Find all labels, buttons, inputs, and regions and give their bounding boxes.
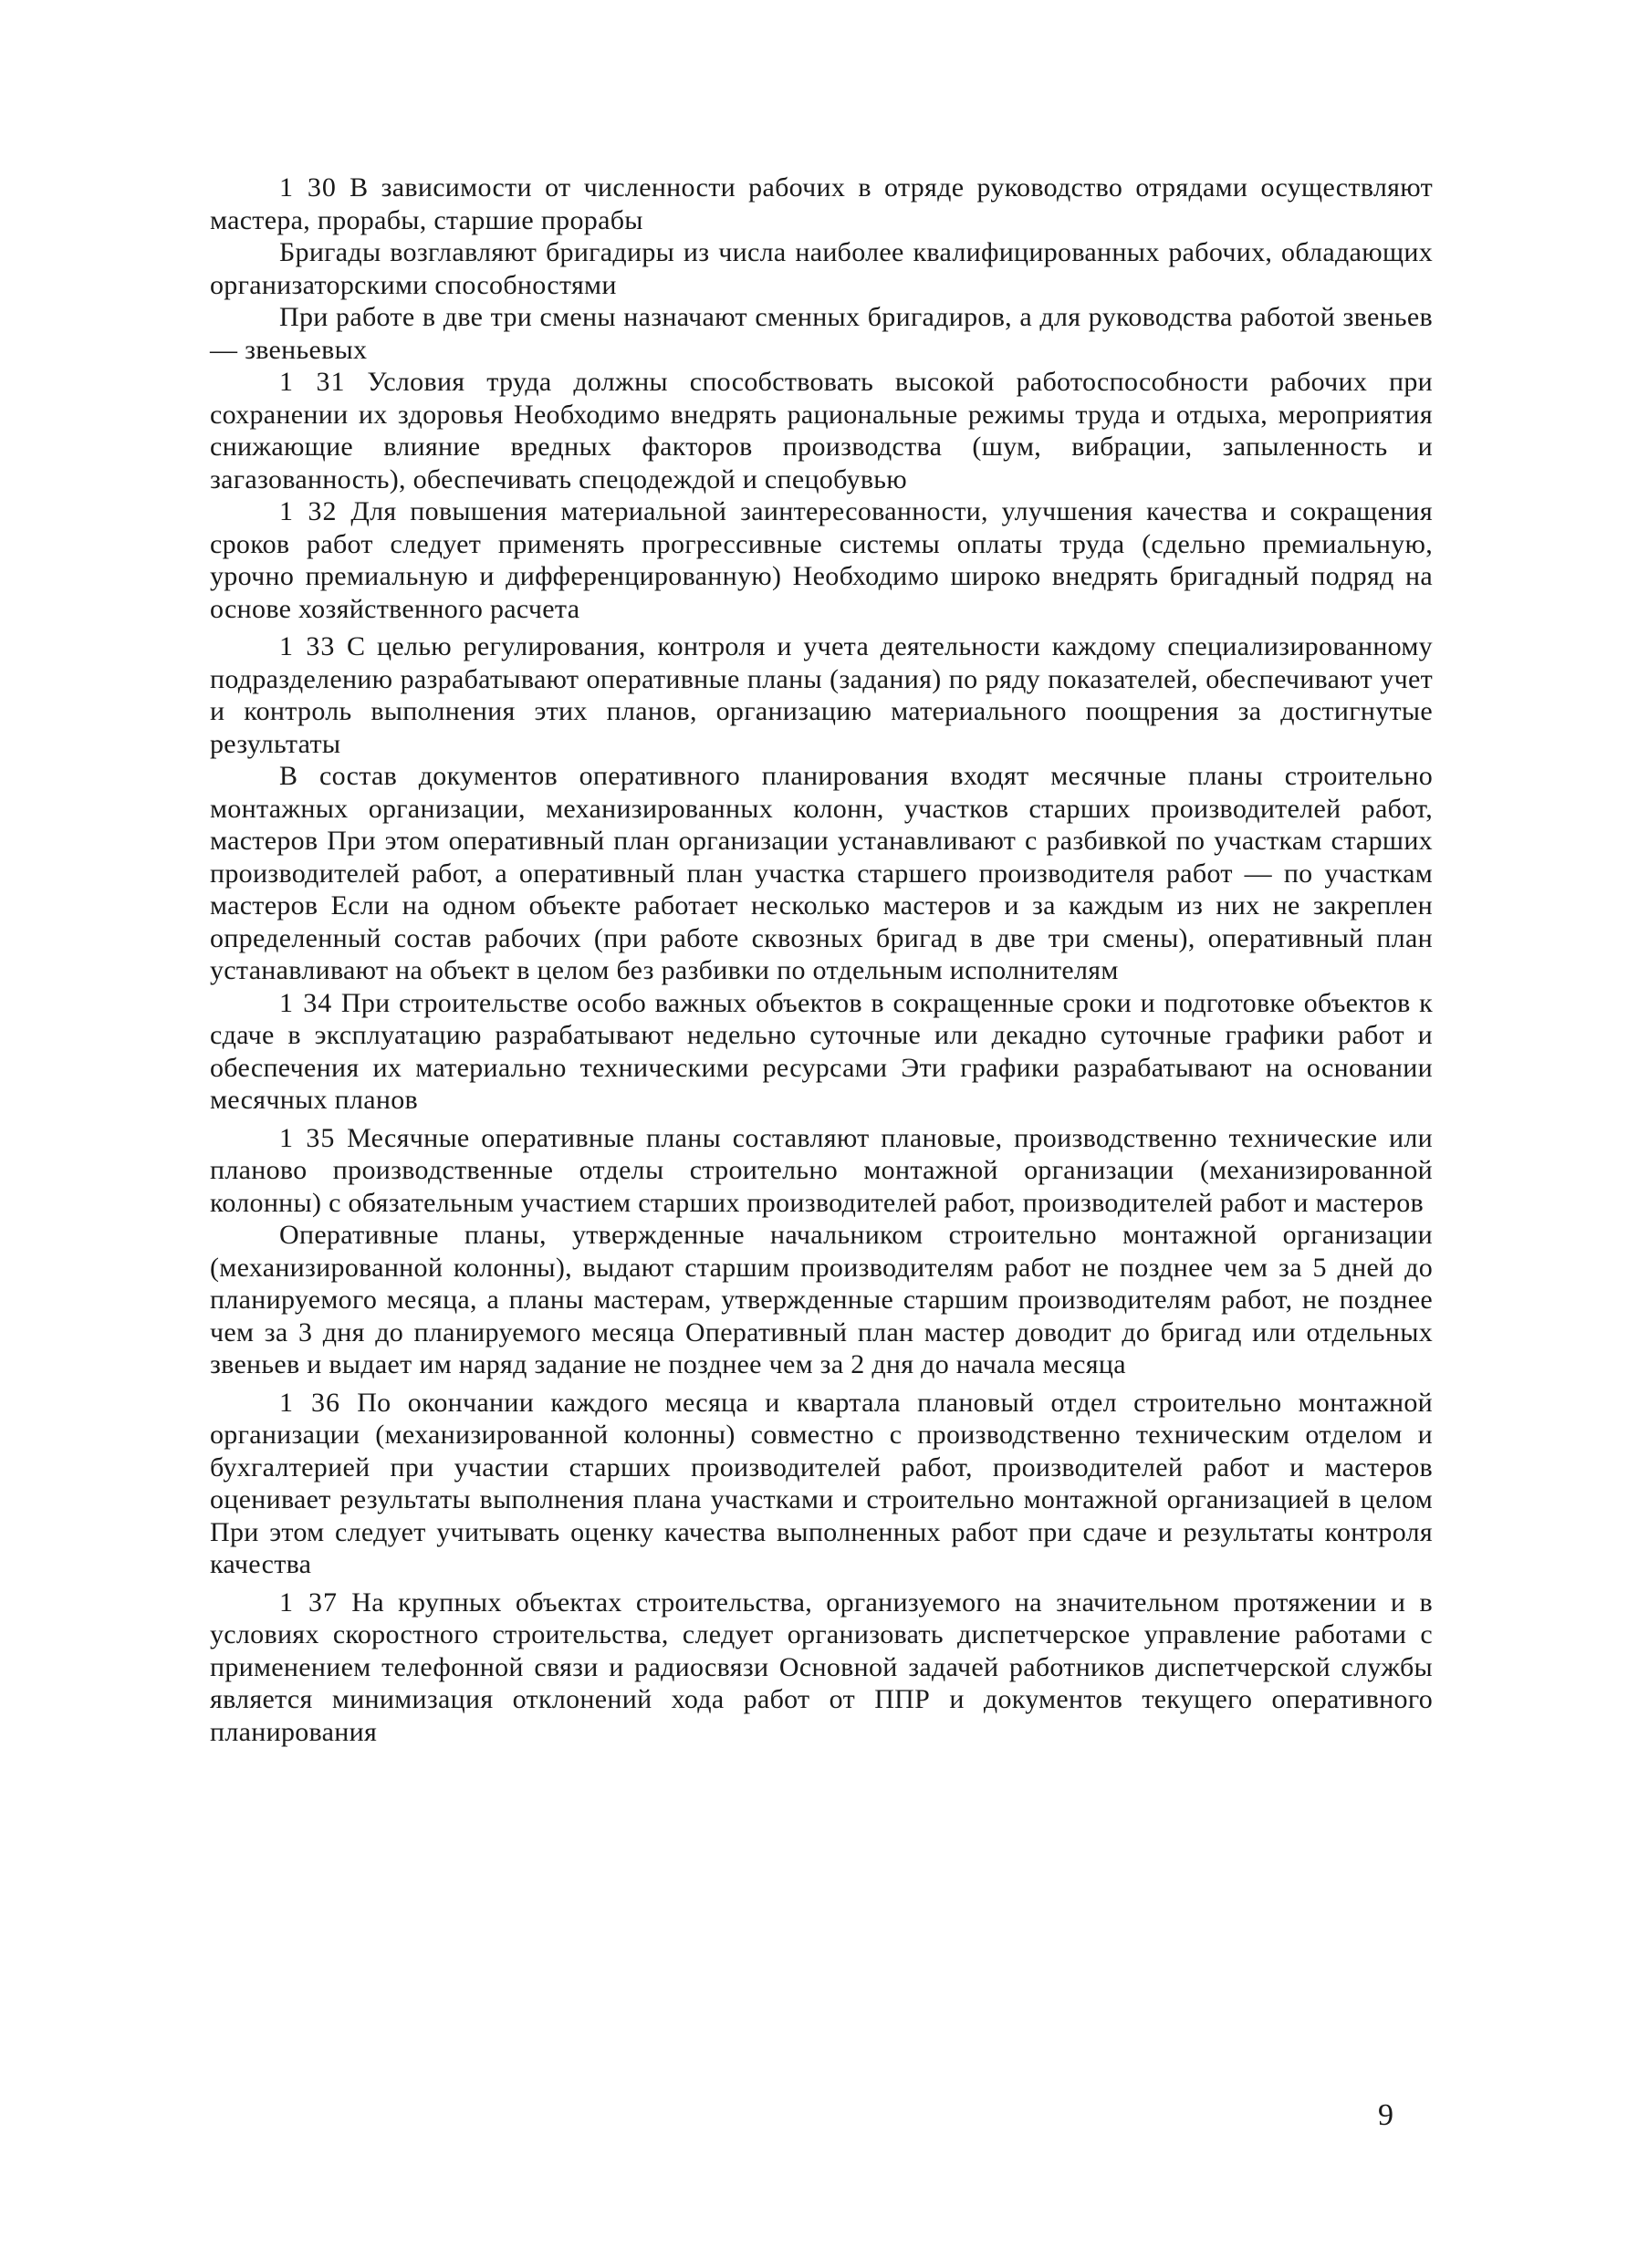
paragraph-text: Для повышения материальной заинтересованности, улучшения качества и сокращения сроков работ следует применять прогрессивные системы оплаты труда (сдельно премиальную, урочно премиальную и дифференцированную) Необходимо широко внедрять бригадный подряд на основе хозяйственного расчета xyxy=(210,496,1434,624)
paragraph-1-37 xyxy=(210,1587,1433,1749)
clause-number: 1 34 xyxy=(279,987,333,1018)
paragraph-1-30 xyxy=(210,172,1433,236)
paragraph-operative-docs xyxy=(210,760,1433,987)
paragraph-text: При работе в две три смены назначают сменных бригадиров, а для руководства работой звеньев — звеньевых xyxy=(210,302,1433,365)
clause-number: 1 37 xyxy=(279,1587,338,1618)
paragraph-text: В зависимости от численности рабочих в отряде руководство отрядами осуществляют мастера, прорабы, старшие прорабы xyxy=(210,172,1434,235)
paragraph-1-34 xyxy=(210,987,1433,1117)
clause-number: 1 33 xyxy=(279,631,336,661)
paragraph-1-32 xyxy=(210,495,1433,625)
paragraph-1-36 xyxy=(210,1387,1433,1581)
paragraph-text: В состав документов оперативного планирования входят месячные планы строительно монтажных организации, механизированных колонн, участков старших производителей работ, мастеров При этом оперативный план организации устанавливают с разбивкой по участкам старших производителей работ, а оперативный план участка старшего производителя работ — по участкам мастеров Если на одном объекте работает несколько мастеров и за каждым из них не закреплен определенный состав рабочих (при работе сквозных бригад в две три смены), оперативный план устанавливают на объект в целом без разбивки по отдельным исполнителям xyxy=(210,761,1433,985)
paragraph-operative-plans xyxy=(210,1219,1433,1381)
paragraph-brigades xyxy=(210,236,1433,301)
paragraph-1-35 xyxy=(210,1122,1433,1220)
paragraph-text: По окончании каждого месяца и квартала плановый отдел строительно монтажной организации (механизированной колонны) совместно с производственно техническим отделом и бухгалтерией при участии старших производителей работ, производителей работ и мастеров оценивает результаты выполнения плана участками и строительно монтажной организацией в целом При этом следует учитывать оценку качества выполненных работ при сдаче и результаты контроля качества xyxy=(210,1387,1433,1579)
clause-number: 1 30 xyxy=(279,172,337,203)
page-number: 9 xyxy=(1378,2098,1393,2132)
paragraph-shifts xyxy=(210,301,1433,366)
paragraph-text: На крупных объектах строительства, организуемого на значительном протяжении и в условиях скоростного строительства, следует организовать диспетчерское управление работами с применением телефонной связи и радиосвязи Основной задачей работников диспетчерской службы является минимизация отклонений хода работ от ППР и документов текущего оперативного планирования xyxy=(210,1587,1433,1747)
clause-number: 1 35 xyxy=(279,1122,336,1153)
paragraph-1-31 xyxy=(210,366,1433,495)
paragraph-text: С целью регулирования, контроля и учета деятельности каждому специализированному подразделению разрабатывают оперативные планы (задания) по ряду показателей, обеспечивают учет и контроль выполнения этих планов, организацию материального поощрения за достигнутые результаты xyxy=(210,631,1433,759)
paragraph-1-33 xyxy=(210,630,1433,760)
paragraph-text: Бригады возглавляют бригадиры из числа наиболее квалифицированных рабочих, обладающих организаторскими способностями xyxy=(210,237,1433,300)
paragraph-text: Месячные оперативные планы составляют плановые, производственно технические или планово производственные отделы строительно монтажной организации (механизированной колонны) с обязательным участием старших производителей работ, производителей работ и мастеров xyxy=(210,1122,1433,1218)
clause-number: 1 32 xyxy=(279,496,338,526)
clause-number: 1 36 xyxy=(279,1387,340,1418)
paragraph-text: При строительстве особо важных объектов в сокращенные сроки и подготовке объектов к сдаче в эксплуатацию разрабатывают недельно суточные или декадно суточные графики работ и обеспечения их материально техническими ресурсами Эти графики разрабатывают на основании месячных планов xyxy=(210,987,1434,1115)
document-body xyxy=(210,172,1433,2160)
paragraph-text: Условия труда должны способствовать высокой работоспособности рабочих при сохранении их здоровья Необходимо внедрять рациональные режимы труда и отдыха, мероприятия снижающие влияние вредных факторов производства (шум, вибрации, запыленность и загазованность), обеспечивать спецодеждой и спецобувью xyxy=(210,367,1433,494)
clause-number: 1 31 xyxy=(279,367,346,397)
paragraph-text: Оперативные планы, утвержденные начальником строительно монтажной организации (механизированной колонны), выдают старшим производителям работ не позднее чем за 5 дней до планируемого месяца, а планы мастерам, утвержденные старшим производителям работ, не позднее чем за 3 дня до планируемого месяца Оперативный план мастер доводит до бригад или отдельных звеньев и выдает им наряд задание не позднее чем за 2 дня до начала месяца xyxy=(210,1220,1433,1379)
